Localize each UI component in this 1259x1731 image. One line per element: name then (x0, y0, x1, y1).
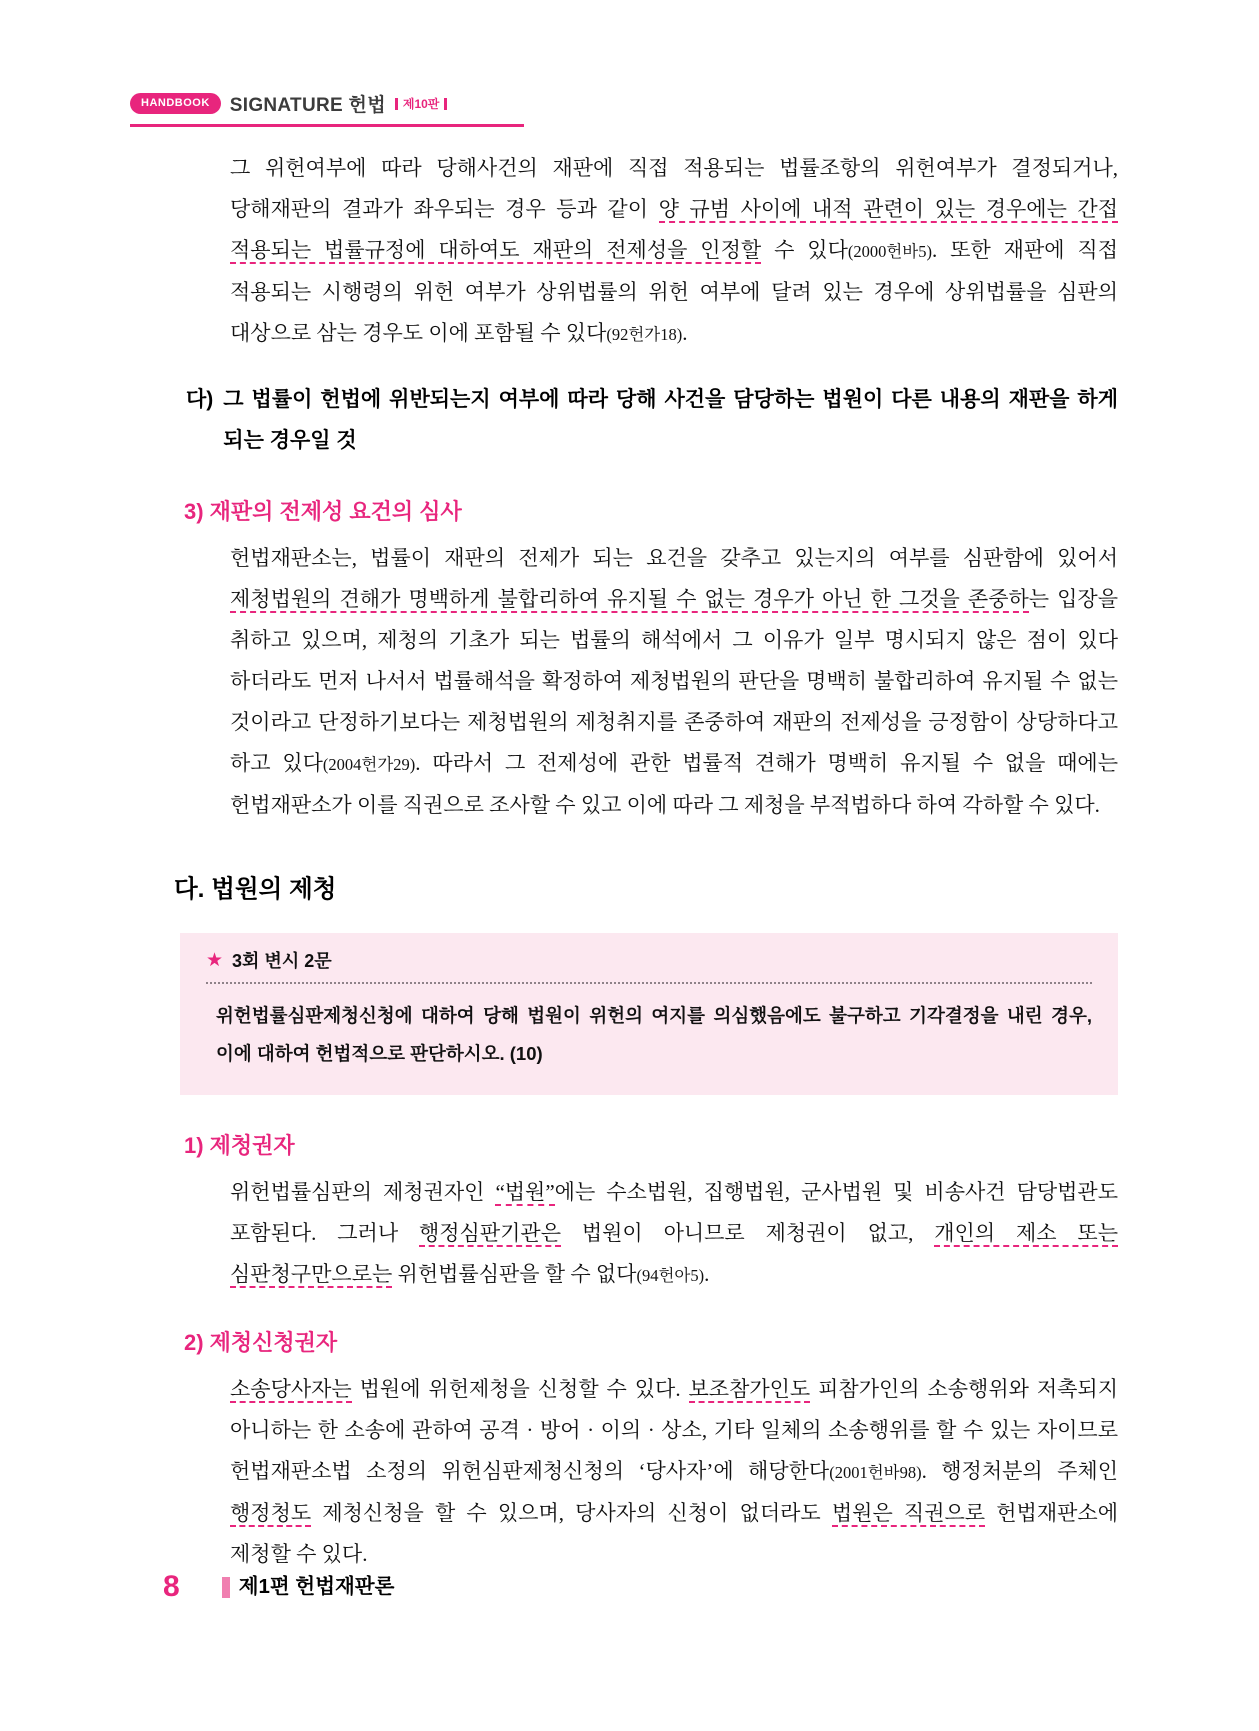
footer-section-title: 제1편 헌법재판론 (238, 1574, 395, 1598)
paragraph-applicant (230, 1369, 1118, 1575)
footer-bar-icon (222, 1577, 230, 1598)
underlined-text-segment: “법원” (495, 1180, 555, 1204)
underlined-text-segment: 보조참가인도 (688, 1377, 811, 1401)
handbook-badge: HANDBOOK (130, 93, 221, 114)
text-segment: 헌법재판소는, 법률이 재판의 전제가 되는 요건을 갖추고 있는지의 여부를 심판함에 있어서 (230, 546, 1118, 570)
page-footer (163, 1572, 394, 1602)
case-citation: (2001헌바98) (829, 1463, 922, 1482)
text-segment: . 따라서 그 전제성에 관한 법률적 견해가 명백히 유지될 수 없을 때에는 헌법재판소가 이를 직권으로 조사할 수 있고 이에 따라 그 제청을 부적법하다 하여 각하할 수 있다. (230, 751, 1118, 817)
page-number: 8 (163, 1570, 180, 1603)
text-segment: 위헌법률심판을 할 수 없다 (392, 1262, 637, 1286)
edition-bar-icon (395, 98, 398, 110)
exam-box-header (206, 947, 1092, 984)
text-segment: . (704, 1262, 710, 1286)
underlined-text-segment: 양 규범 사이에 내적 관련이 있는 경우에는 간접 적용되는 법률규정에 대하여도 재판의 전제성을 인정할 (230, 197, 1118, 262)
paragraph-review (230, 538, 1118, 826)
underlined-text-segment: 법원은 직권으로 (831, 1501, 986, 1525)
case-citation: (2000헌바5) (847, 242, 932, 261)
underlined-text-segment: 행정심판기관은 (418, 1221, 561, 1245)
heading-da-item (186, 379, 1118, 461)
text-segment: 수 있다 (761, 238, 848, 262)
text-segment: 피참가인의 소송행위와 저촉되지 아니하는 한 소송에 관하여 공격 · 방어 · 이의 · 상소, 기타 일체의 소송행위를 할 수 있는 자이므로 헌법재판소법 소정의 위헌심판제청신청의 ‘당사자’에 해당한다 (230, 1377, 1118, 1483)
heading-2-application-authority: 2) 제청신청권자 (184, 1330, 338, 1355)
paragraph-intro (230, 148, 1118, 355)
case-citation: (92헌가18) (606, 325, 683, 344)
exam-question-box (180, 933, 1118, 1095)
heading-1-referral-authority: 1) 제청권자 (184, 1133, 295, 1158)
paragraph-requester (230, 1172, 1118, 1296)
case-citation: (94헌아5) (636, 1266, 705, 1285)
text-segment: 는 입장을 취하고 있으며, 제청의 기초가 되는 법률의 해석에서 그 이유가 일부 명시되지 않은 점이 있다 하더라도 먼저 나서서 법률해석을 확정하여 제청법원의 판단을 명백히 불합리하여 유지될 수 없는 것이라고 단정하기보다는 제청법원의 제청취지를 존중하여 재판의 전제성을 긍정함이 상당하다고 하고 있다 (230, 587, 1118, 775)
text-segment: 위헌법률심판의 제청권자인 (230, 1180, 496, 1204)
text-segment: 제청신청을 할 수 있으며, 당사자의 신청이 없더라도 (311, 1501, 832, 1525)
exam-box-title: 3회 변시 2문 (232, 951, 332, 971)
text-segment: . (682, 321, 688, 345)
heading-3-premise-review: 3) 재판의 전제성 요건의 심사 (184, 499, 462, 524)
header-rule (130, 124, 524, 127)
text-segment: . 행정처분의 주체인 (921, 1459, 1119, 1483)
edition-text: 제10판 (402, 97, 440, 111)
book-title: SIGNATURE 헌법 (229, 95, 386, 116)
heading-da-item-label: 다) (186, 388, 214, 411)
edition-bar-icon (444, 98, 447, 110)
header-row (130, 90, 524, 117)
heading-da-section-court-referral: 다. 법원의 제청 (174, 876, 337, 903)
page-header (130, 90, 524, 127)
heading-da-item-text: 그 법률이 헌법에 위반되는지 여부에 따라 당해 사건을 담당하는 법원이 다른 내용의 재판을 하게 되는 경우일 것 (223, 388, 1118, 452)
underlined-text-segment: 개인의 제소 또는 심판청구만으로는 (230, 1221, 1118, 1286)
text-segment: 그 위헌여부에 따라 당해사건의 재판에 직접 적용되는 법률조항의 위헌여부가 결정되거나, 당해재판의 결과가 좌우되는 경우 등과 같이 (230, 156, 1118, 221)
main-content (174, 148, 1119, 1575)
text-segment: 법원이 아니므로 제청권이 없고, (561, 1221, 935, 1245)
exam-box-question: 위헌법률심판제청신청에 대하여 당해 법원이 위헌의 여지를 의심했음에도 불구하고 기각결정을 내린 경우, 이에 대하여 헌법적으로 판단하시오. (10) (216, 1005, 1092, 1064)
text-segment: 헌법재판소에 제청할 수 있다. (230, 1501, 1118, 1566)
underlined-text-segment: 행정청도 (230, 1501, 312, 1525)
text-segment: 법원에 위헌제청을 신청할 수 있다. (351, 1377, 689, 1401)
star-icon: ★ (206, 948, 224, 971)
edition-label (395, 95, 448, 112)
text-segment: 에는 수소법원, 집행법원, 군사법원 및 비송사건 담당법관도 포함된다. 그러나 (230, 1180, 1118, 1245)
underlined-text-segment: 제청법원의 견해가 명백하게 불합리하여 유지될 수 없는 경우가 아닌 한 그것을 존중하 (230, 587, 1029, 611)
text-segment: . 또한 재판에 직접 적용되는 시행령의 위헌 여부가 상위법률의 위헌 여부에 달려 있는 경우에 상위법률을 심판의 대상으로 삼는 경우도 이에 포함될 수 있다 (230, 238, 1119, 345)
case-citation: (2004헌가29) (322, 755, 416, 774)
footer-section (222, 1574, 395, 1598)
underlined-text-segment: 소송당사자는 (230, 1377, 352, 1401)
